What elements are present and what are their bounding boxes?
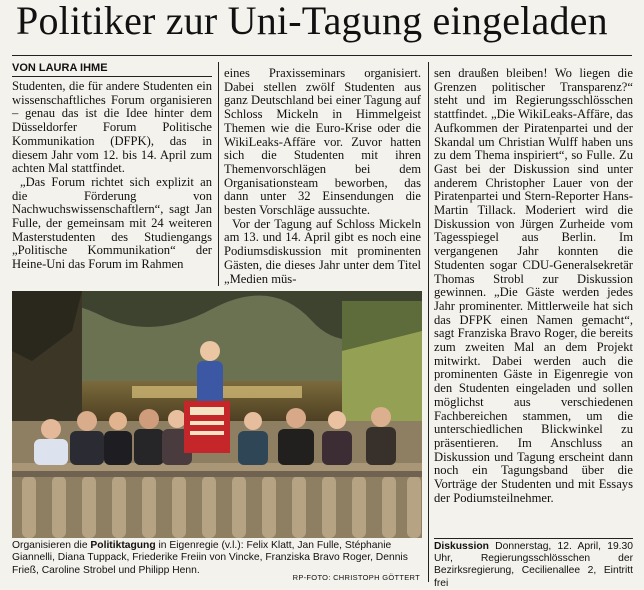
byline-rule [12, 76, 212, 77]
paragraph: Vor der Tagung auf Schloss Mickeln am 13. und 14. April gibt es noch eine Podiumsdiskussion mit prominenten Gästen, die dieses Jahr unter dem Titel „Medien müs- [224, 216, 421, 286]
column-divider-2 [428, 62, 429, 582]
paragraph: eines Praxisseminars organisiert. Dabei stellen zwölf Studenten aus ganz Deutschland bei einer Tagung auf Schloss Mickeln in Himmelgeist Themen wie die Euro-Krise oder die WikiLeaks-Affäre vor. Zuvor hatten sich die Studenten mit ihren Themenvorschlägen bei dem Organisationsteam beworben, das dann unter 32 Einsendungen die besten Vorschläge aussuchte. [224, 66, 421, 218]
article-column-3 [434, 67, 633, 506]
event-infobox [434, 541, 633, 590]
caption-lead: Organisieren die [12, 540, 91, 551]
group-photo [12, 291, 422, 538]
paragraph: sen draußen bleiben! Wo liegen die Grenzen politischer Transparenz?“ steht und im Regierungsschlösschen stattfindet. „Die WikiLeaks-Affäre, das Aufkommen der Piratenpartei und der Skandal um Christian Wulff haben uns zu dem Thema inspiriert“, so Fulle. Zu Gast bei der Diskussion sind unter anderem Christopher Lauer von der Piratenpartei und Stern-Reporter Hans-Martin Tillack. Moderiert wird die Diskussion von Jürgen Zurheide vom Tagesspiegel aus Berlin. Im vergangenen Jahr konnten die Studenten sogar CDU-Generalsekretär Thomas Strobl zur Diskussion gewinnen. „Die Gäste werden jedes Jahr prominenter. Mittlerweile hat sich das DFPK einen Namen gemacht“, sagt Franziska Bravo Roger, die bereits zum zweiten Mal an dem Projekt mitwirkt. Dabei werden auch die prominenten Gäste in Eigenregie von den Studenten eingeladen und sollen möglichst aus verschiedenen Fachbereichen stammen, um die unterschiedlichen Blickwinkel zu präsentieren. Im Anschluss an Diskussion und Tagung erscheint dann noch ein Tagungsband über die Vorträge der Studenten und mit Essays der Podiumsteilnehmer. [434, 66, 633, 505]
paragraph: Studenten, die für andere Studenten ein wissenschaftliches Forum organisieren – genau das ist die Idee hinter dem Düsseldorfer Forum Politische Kommunikation (DFPK), das in diesem Jahr vom 12. bis 14. April zum achten Mal stattfindet. [12, 79, 212, 176]
caption-bold: Politiktagung [90, 540, 156, 551]
article-column-1 [12, 80, 212, 272]
caption-text: in Eigenregie (v.l.): Felix Klatt, Jan Fulle, Stéphanie Giannelli, Diana Tuppack, Friederike Freiin von Vincke, Franziska Bravo Roger, Dennis Frieß, Caroline Strobel und Philipp Henn. [12, 540, 408, 576]
paragraph: „Das Forum richtet sich explizit an die Förderung von Nachwuchswissenschaftlern“, sagt Jan Fulle, der gemeinsam mit 24 weiteren Masterstudenten des Studiengangs „Politische Kommunikation“ der Heine-Uni das Forum im Rahmen [12, 174, 212, 272]
photo-credit: RP-FOTO: CHRISTOPH GÖTTERT [292, 573, 420, 582]
photo-caption [12, 540, 422, 577]
infobox-label: Diskussion [434, 541, 489, 552]
article-column-2 [224, 67, 421, 286]
byline: VON LAURA IHME [12, 62, 108, 74]
headline: Politiker zur Uni-Tagung eingeladen [16, 0, 608, 43]
headline-rule [12, 55, 632, 56]
column-divider-1 [218, 62, 219, 286]
infobox-text: Donnerstag, 12. April, 19.30 Uhr, Regierungsschlösschen der Bezirksregierung, Cecilienallee 2, Eintritt frei [434, 541, 633, 589]
infobox-rule [434, 538, 633, 539]
